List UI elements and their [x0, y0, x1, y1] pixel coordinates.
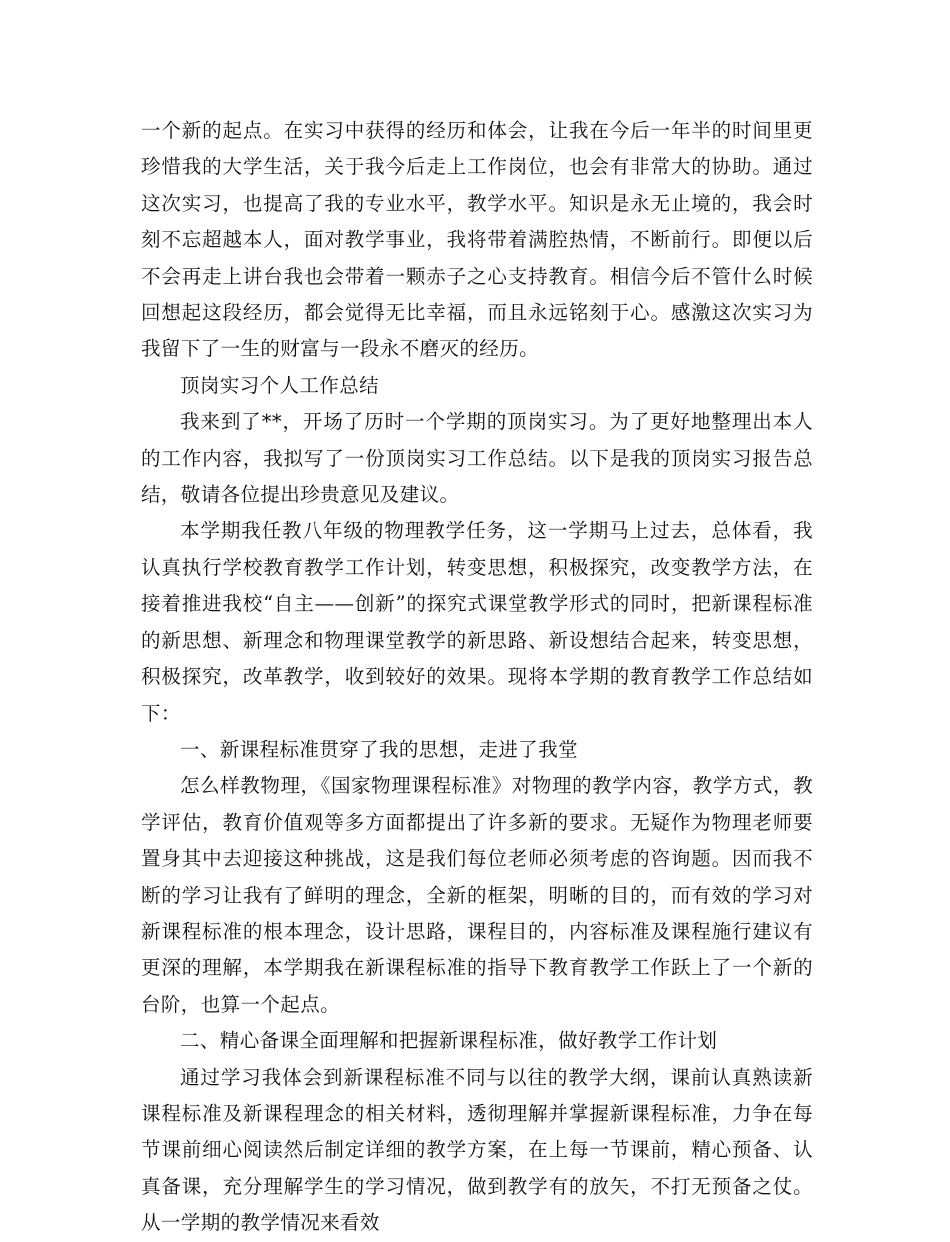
paragraph-overview: 本学期我任教八年级的物理教学任务，这一学期马上过去，总体看，我认真执行学校教育教学工作计划，转变思想，积极探究，改变教学方法，在接着推进我校“自主——创新”的探究式课堂教学形式的同时，把新课程标准的新思想、新理念和物理课堂教学的新思路、新设想结合起来，转变思想，积极探究，改革教学，收到较好的效果。现将本学期的教育教学工作总结如下： — [141, 519, 813, 725]
paragraph-continuation: 一个新的起点。在实习中获得的经历和体会，让我在今后一年半的时间里更珍惜我的大学生活，关于我今后走上工作岗位，也会有非常大的协助。通过这次实习，也提高了我的专业水平，教学水平。知识是永无止境的，我会时刻不忘超越本人，面对教学事业，我将带着满腔热情，不断前行。即便以后不会再走上讲台我也会带着一颗赤子之心支持教育。相信今后不管什么时候回想起这段经历，都会觉得无比幸福，而且永远铭刻于心。感激这次实习为我留下了一生的财富与一段永不磨灭的经历。 — [141, 119, 813, 361]
paragraph-section-2: 通过学习我体会到新课程标准不同与以往的教学大纲，课前认真熟读新课程标准及新课程理念的相关材料，透彻理解并掌握新课程标准，力争在每节课前细心阅读然后制定详细的教学方案，在上每一节课前，精心预备、认真备课，充分理解学生的学习情况，做到教学有的放矢，不打无预备之仗。从一学期的教学情况来看效 — [141, 1065, 813, 1235]
section-title: 顶岗实习个人工作总结 — [180, 373, 380, 397]
section-heading-2: 二、精心备课全面理解和把握新课程标准，做好教学工作计划 — [180, 1029, 718, 1053]
paragraph-intro: 我来到了**，开场了历时一个学期的顶岗实习。为了更好地整理出本人的工作内容，我拟写了一份顶岗实习工作总结。以下是我的顶岗实习报告总结，敬请各位提出珍贵意见及建议。 — [141, 410, 813, 507]
section-heading-1: 一、新课程标准贯穿了我的思想，走进了我堂 — [180, 737, 579, 761]
document-body — [141, 113, 813, 1242]
paragraph-section-1: 怎么样教物理，《国家物理课程标准》对物理的教学内容，教学方式，教学评估，教育价值观等多方面都提出了许多新的要求。无疑作为物理老师要置身其中去迎接这种挑战，这是我们每位老师必须考虑的咨询题。因而我不断的学习让我有了鲜明的理念，全新的框架，明晰的目的，而有效的学习对新课程标准的根本理念，设计思路，课程目的，内容标准及课程施行建议有更深的理解，本学期我在新课程标准的指导下教育教学工作跃上了一个新的台阶，也算一个起点。 — [141, 774, 813, 1016]
